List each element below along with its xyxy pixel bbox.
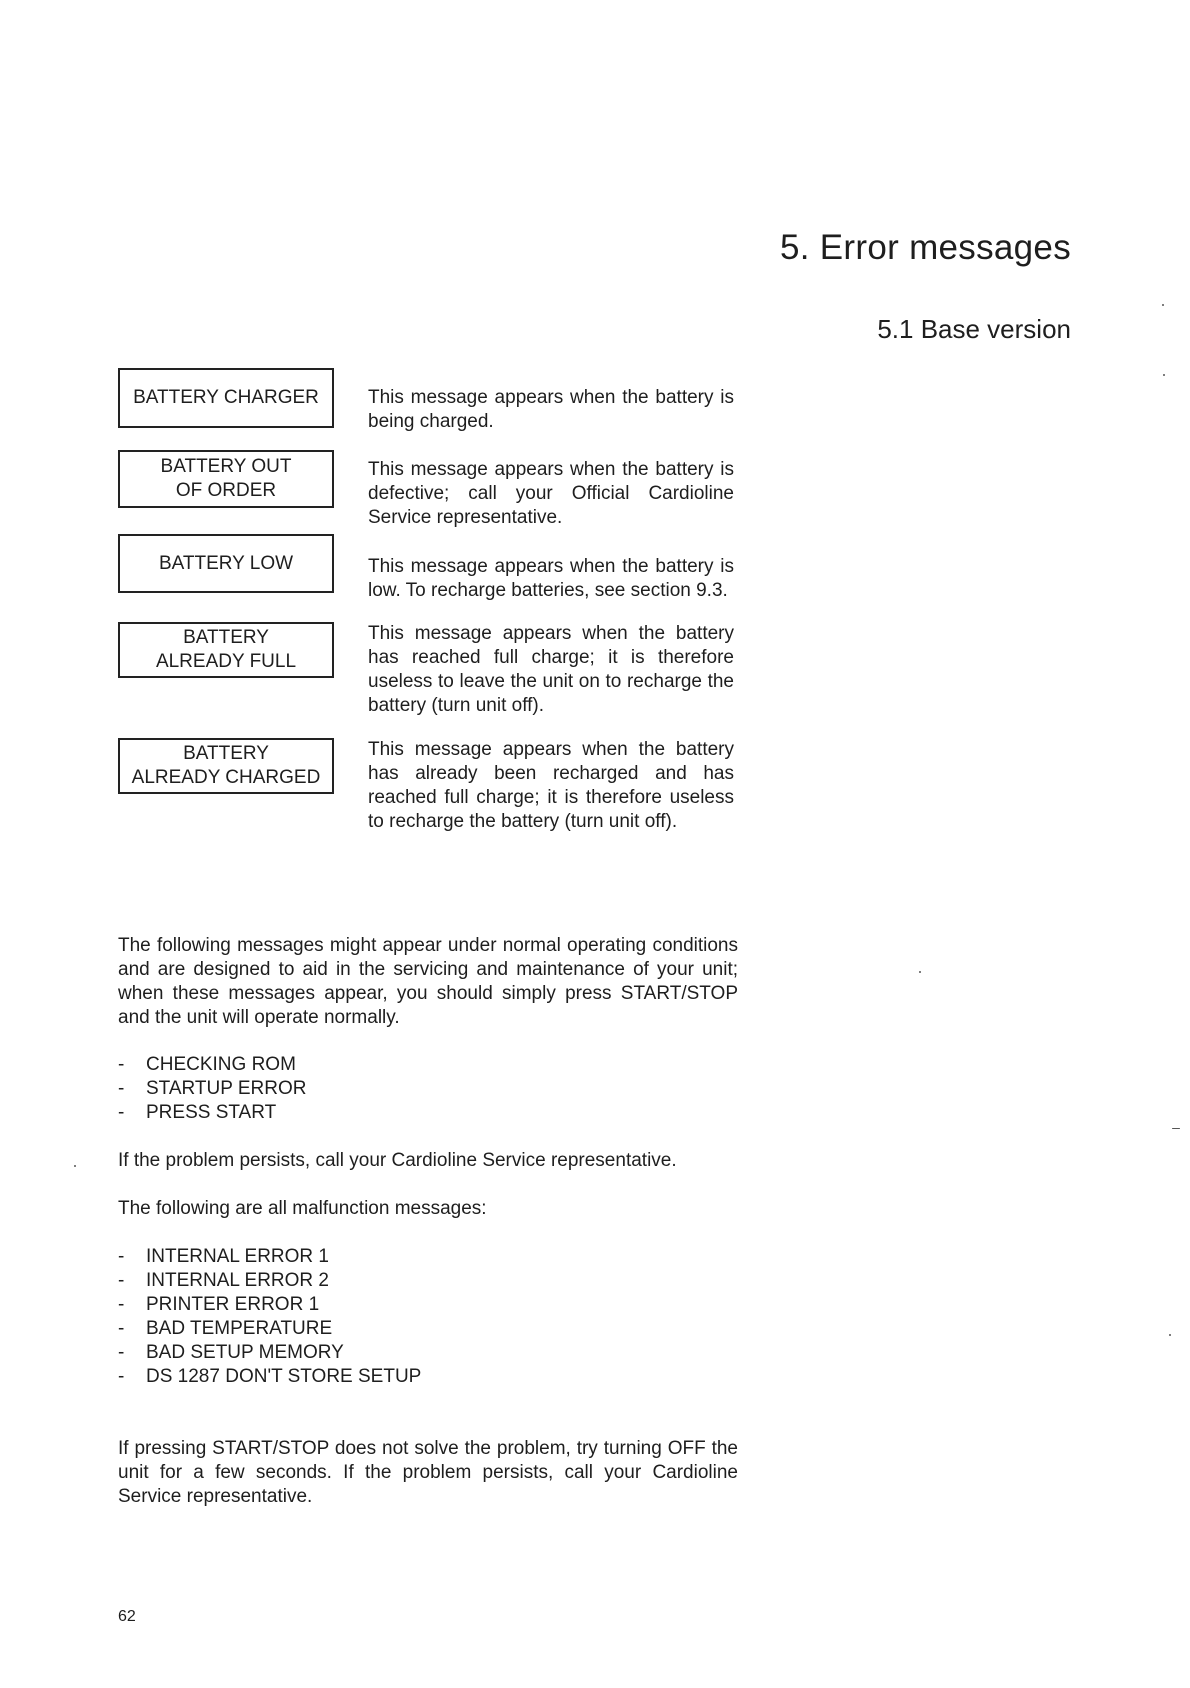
display-message-line: BATTERY CHARGER xyxy=(133,387,319,408)
list-item: - INTERNAL ERROR 2 xyxy=(118,1270,329,1291)
message-description: This message appears when the battery has reached full charge; it is therefore useless to leave the unit on to recharge the battery (turn unit off). xyxy=(368,623,734,716)
list-dash: - xyxy=(118,1294,125,1315)
display-message-line: BATTERY xyxy=(183,743,269,764)
message-description: This message appears when the battery is being charged. xyxy=(368,387,734,432)
message-description: This message appears when the battery is defective; call your Official Cardioline Service representative. xyxy=(368,459,734,528)
list-item: - STARTUP ERROR xyxy=(118,1078,307,1099)
final-note: If pressing START/STOP does not solve the problem, try turning OFF the unit for a few seconds. If the problem persists, call your Cardioline Service representative. xyxy=(118,1438,738,1507)
persist-note: If the problem persists, call your Cardioline Service representative. xyxy=(118,1150,677,1171)
display-message-box xyxy=(118,450,334,508)
section-title: 5.1 Base version xyxy=(877,314,1071,344)
display-message-line: BATTERY LOW xyxy=(158,552,294,574)
scan-speck xyxy=(74,1165,76,1167)
display-message-line: ALREADY FULL xyxy=(155,651,297,672)
chapter-title: 5. Error messages xyxy=(779,228,1071,267)
list-dash: - xyxy=(118,1054,125,1075)
list-item: - PRINTER ERROR 1 xyxy=(118,1294,320,1315)
display-message-box xyxy=(118,534,334,593)
malfunction-messages-list xyxy=(118,1245,421,1389)
normal-messages-intro: The following messages might appear under normal operating conditions and are designed to aid in the servicing and maintenance of your unit; when these messages appear, you should simply press START/STOP and the unit will operate normally. xyxy=(118,935,738,1028)
list-item: - CHECKING ROM xyxy=(118,1054,296,1075)
list-dash: - xyxy=(118,1318,125,1339)
list-dash: - xyxy=(118,1078,125,1099)
list-item: - BAD SETUP MEMORY xyxy=(118,1342,344,1363)
list-dash: - xyxy=(118,1270,125,1291)
list-dash: - xyxy=(118,1102,125,1123)
message-description: This message appears when the battery has already been recharged and has reached full charge; it is therefore useless to recharge the battery (turn unit off). xyxy=(368,739,734,832)
list-item: - INTERNAL ERROR 1 xyxy=(118,1246,329,1267)
list-item: - PRESS START xyxy=(118,1102,277,1123)
scan-speck xyxy=(1169,1334,1171,1336)
display-message-box xyxy=(118,738,334,794)
list-item: - DS 1287 DON'T STORE SETUP xyxy=(118,1366,422,1387)
display-message-line: BATTERY xyxy=(183,627,269,648)
malfunction-intro: The following are all malfunction messages: xyxy=(118,1198,487,1219)
scan-speck xyxy=(1172,1128,1180,1129)
display-message-box xyxy=(118,622,334,678)
list-dash: - xyxy=(118,1342,125,1363)
scan-speck xyxy=(919,971,921,973)
list-dash: - xyxy=(118,1366,125,1387)
display-message-box xyxy=(118,368,334,428)
display-message-line: OF ORDER xyxy=(175,480,277,501)
message-description: This message appears when the battery is low. To recharge batteries, see section 9.3. xyxy=(368,556,734,601)
list-dash: - xyxy=(118,1246,125,1267)
display-message-line: ALREADY CHARGED xyxy=(131,767,321,788)
normal-messages-list xyxy=(118,1053,306,1125)
display-message-line: BATTERY OUT xyxy=(160,456,292,477)
page-number: 62 xyxy=(118,1608,136,1625)
scan-speck xyxy=(1163,374,1165,376)
scan-speck xyxy=(1162,304,1164,306)
list-item: - BAD TEMPERATURE xyxy=(118,1318,333,1339)
